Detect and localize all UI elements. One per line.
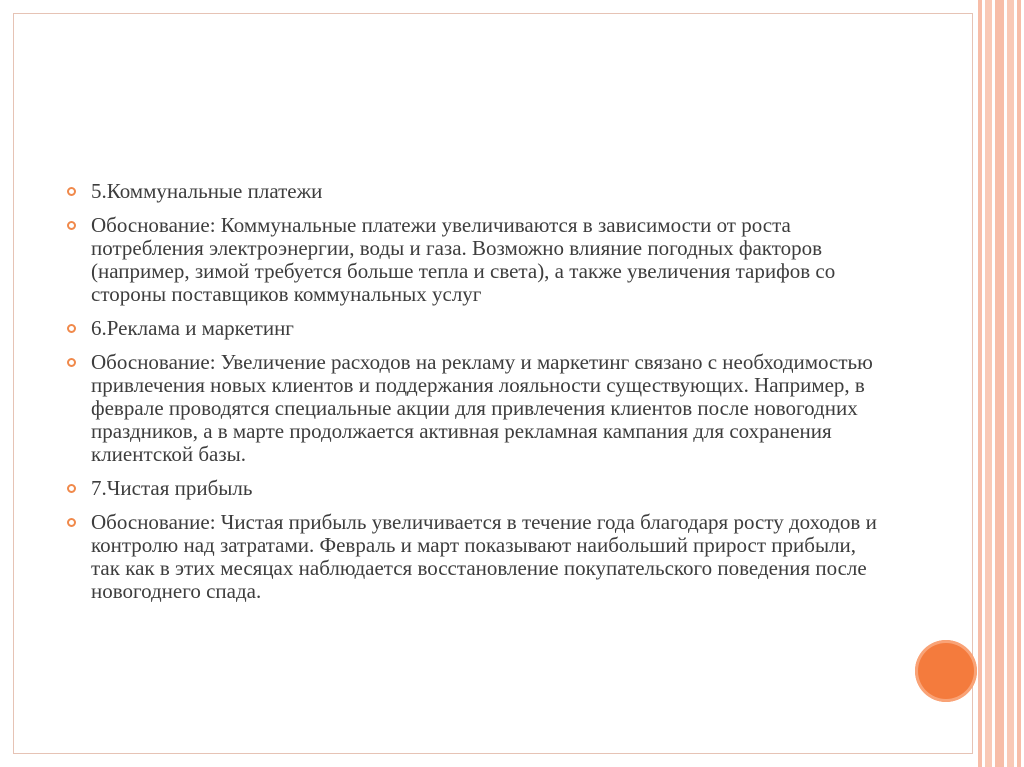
bullet-item-profit-rationale [64,511,884,603]
bullet-text: 5.Коммунальные платежи [91,179,323,203]
bullet-text: 7.Чистая прибыль [91,476,253,500]
bullet-icon [67,518,76,527]
decor-stripe [995,0,1004,767]
bullet-text: Обоснование: Увеличение расходов на рекламу и маркетинг связано с необходимостью привлечения новых клиентов и поддержания лояльности существующих. Например, в феврале проводятся специальные акции для привлечения клиентов после новогодних праздников, а в марте продолжается активная рекламная кампания для сохранения клиентской базы. [91,350,873,466]
bullet-item-marketing-rationale [64,351,884,466]
bullet-item-marketing-heading [64,317,884,340]
decor-stripe [978,0,982,767]
bullet-icon [67,358,76,367]
bullet-icon [67,221,76,230]
decor-stripe [1007,0,1014,767]
bullet-item-utilities-heading [64,180,884,203]
bullet-list [64,180,884,614]
decor-circle [915,640,977,702]
decor-stripe [985,0,992,767]
bullet-item-utilities-rationale [64,214,884,306]
bullet-icon [67,324,76,333]
decor-stripe [1017,0,1021,767]
bullet-text: Обоснование: Коммунальные платежи увеличиваются в зависимости от роста потребления электроэнергии, воды и газа. Возможно влияние погодных факторов (например, зимой требуется больше тепла и света), а также увеличения тарифов со стороны поставщиков коммунальных услуг [91,213,836,306]
bullet-text: Обоснование: Чистая прибыль увеличивается в течение года благодаря росту доходов и контролю над затратами. Февраль и март показывают наибольший прирост прибыли, так как в этих месяцах наблюдается восстановление покупательского поведения после новогоднего спада. [91,510,877,603]
bullet-icon [67,484,76,493]
bullet-icon [67,187,76,196]
bullet-text: 6.Реклама и маркетинг [91,316,294,340]
bullet-item-profit-heading [64,477,884,500]
